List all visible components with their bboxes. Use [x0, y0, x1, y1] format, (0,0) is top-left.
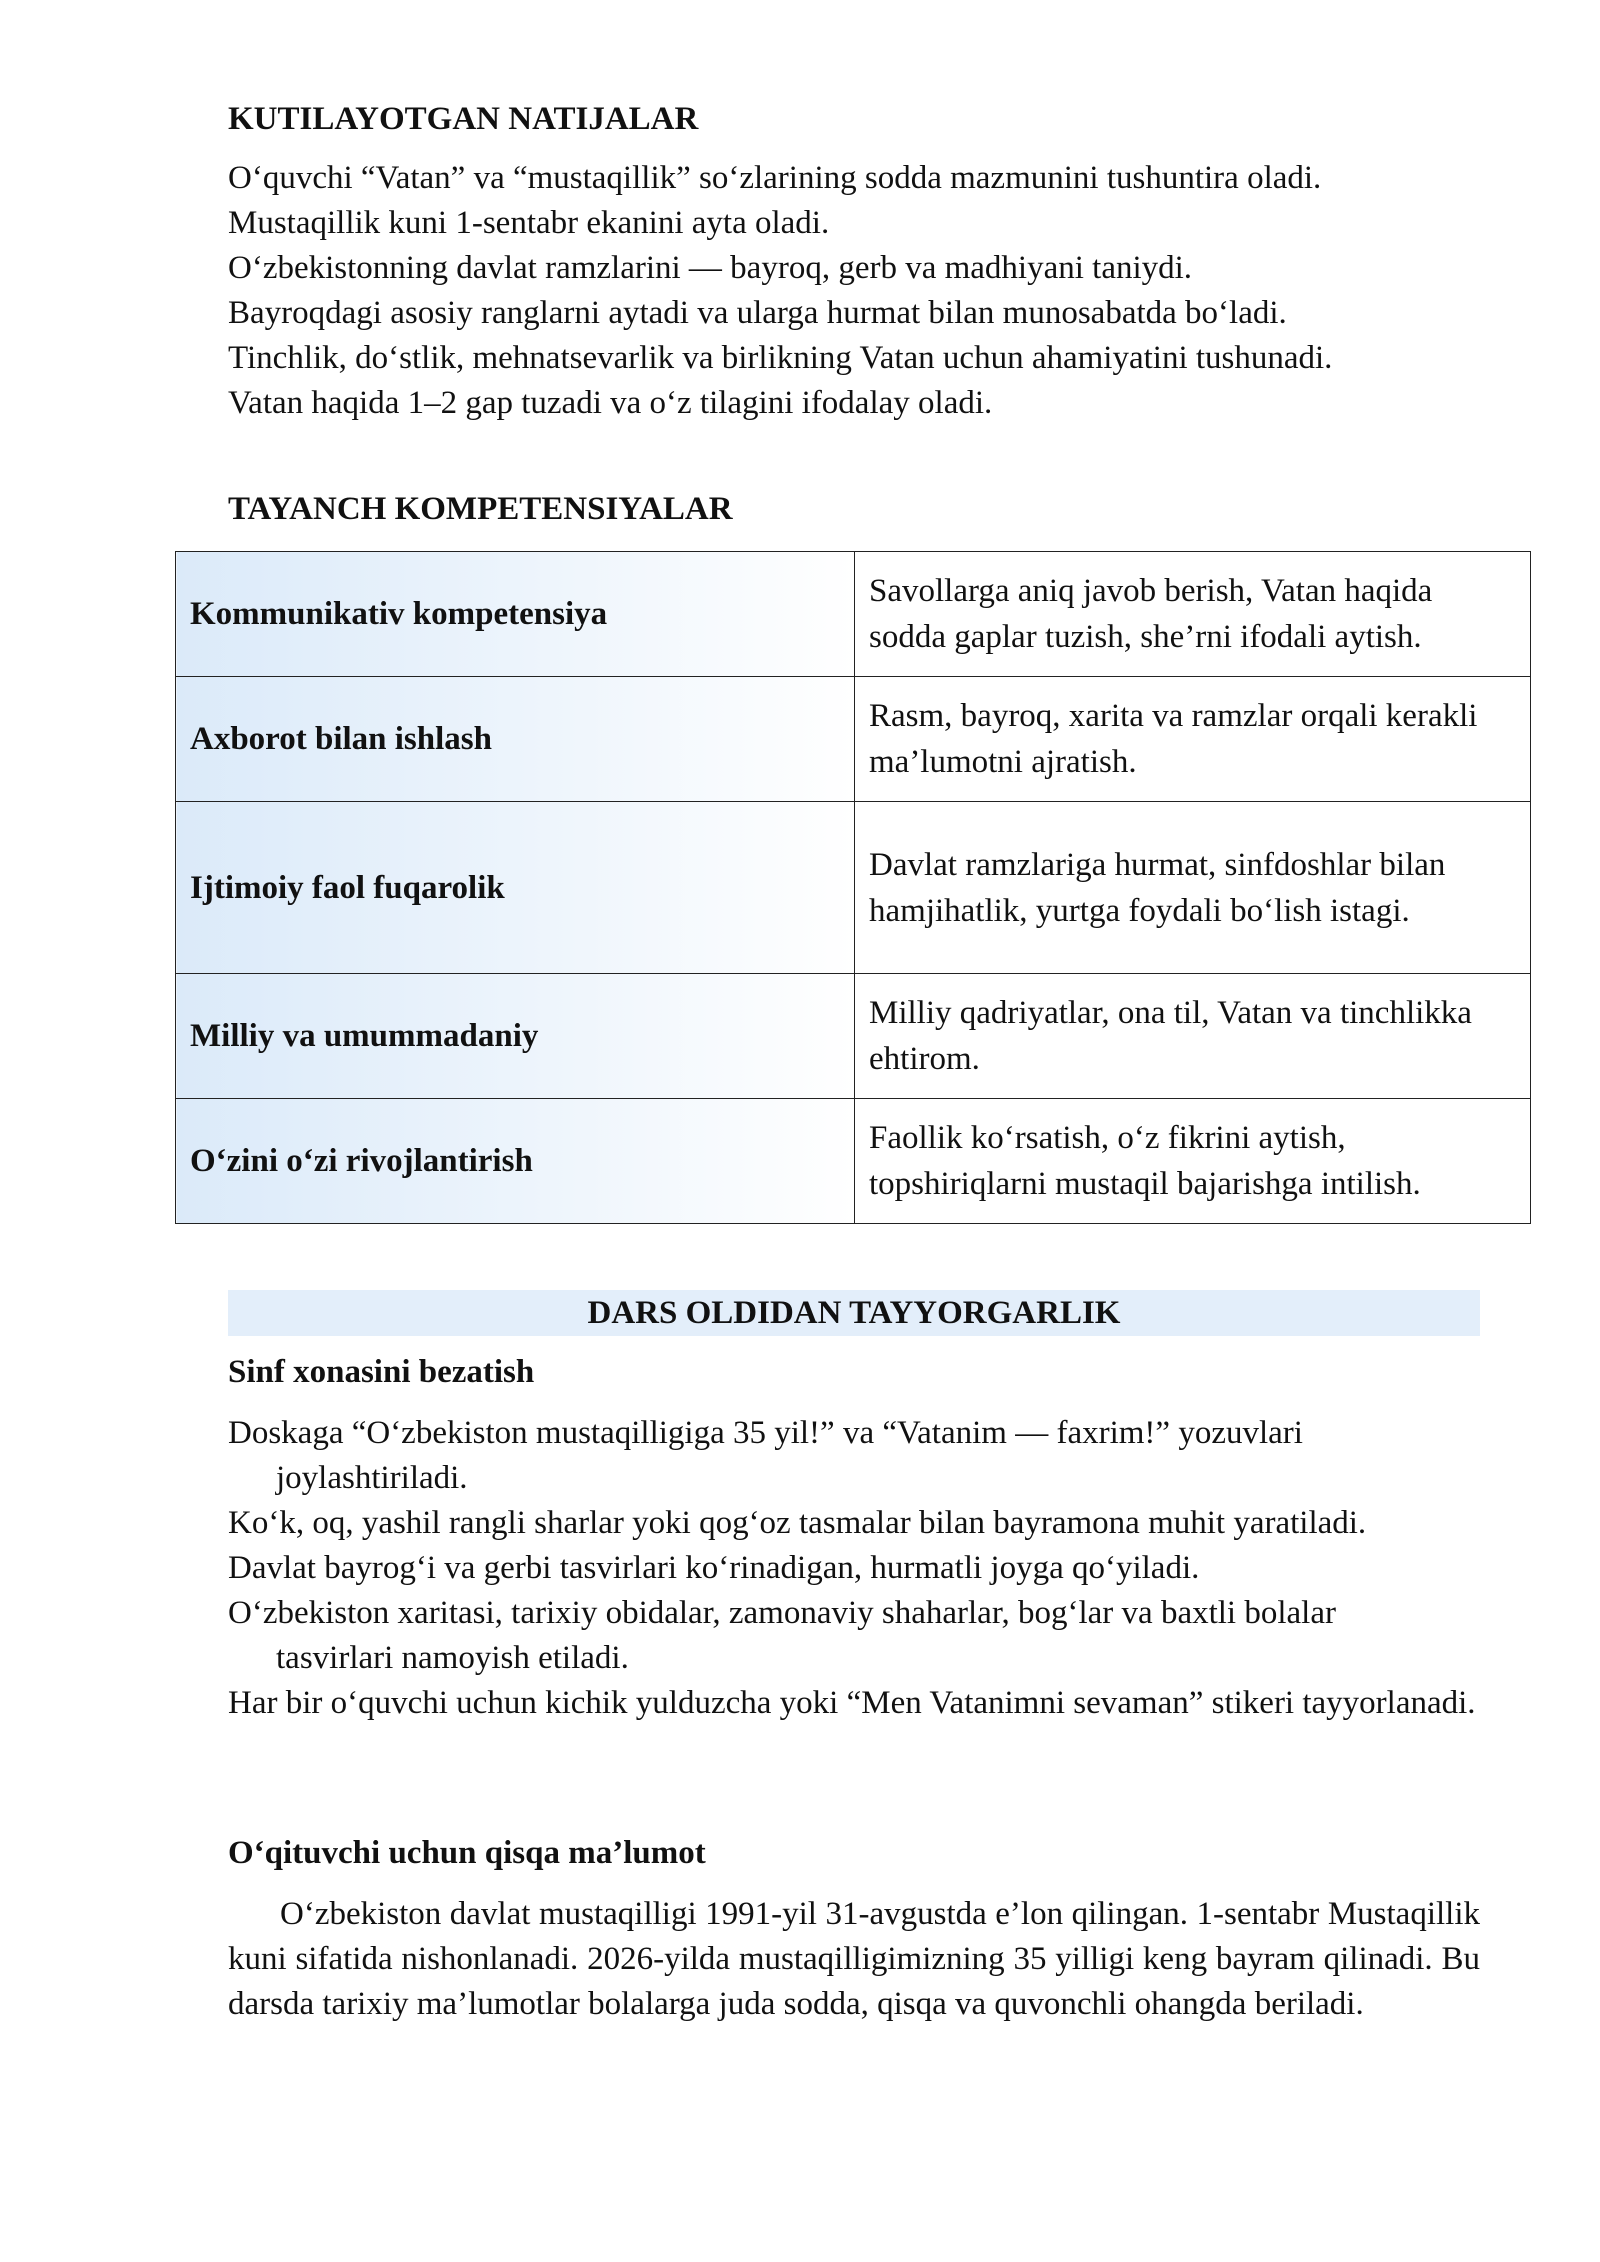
competency-description: Davlat ramzlariga hurmat, sinfdoshlar bilan hamjihatlik, yurtga foydali bo‘lish istagi. [855, 802, 1531, 974]
outcome-item: Mustaqillik kuni 1-sentabr ekanini ayta oladi. [228, 205, 830, 241]
teacher-info-text: O‘zbekiston davlat mustaqilligi 1991-yil 31-avgustda e’lon qilingan. 1-sentabr Mustaqillik kuni sifatida nishonlanadi. 2026-yilda mustaqilligimizning 35 yilligi keng bayram qilinadi. Bu darsda tarixiy ma’lumotlar bolalarga juda sodda, qisqa va quvonchli ohangda beriladi. [228, 1896, 1480, 2022]
preparation-item: Har bir o‘quvchi uchun kichik yulduzcha yoki “Men Vatanimni sevaman” stikeri tayyorlanadi. [228, 1685, 1476, 1721]
competency-description: Rasm, bayroq, xarita va ramzlar orqali kerakli ma’lumotni ajratish. [855, 677, 1531, 802]
preparation-item: Doskaga “O‘zbekiston mustaqilligiga 35 yil!” va “Vatanim — faxrim!” yozuvlari joylashtiriladi. [228, 1415, 1303, 1496]
competency-description: Faollik ko‘rsatish, o‘z fikrini aytish, topshiriqlarni mustaqil bajarishga intilish. [855, 1099, 1531, 1224]
preparation-item: Davlat bayrog‘i va gerbi tasvirlari ko‘rinadigan, hurmatli joyga qo‘yiladi. [228, 1550, 1200, 1586]
teacher-info-title: O‘qituvchi uchun qisqa ma’lumot [228, 1835, 706, 1871]
decoration-section [228, 1350, 1480, 1726]
competency-name: Axborot bilan ishlash [176, 677, 855, 802]
competency-description: Savollarga aniq javob berish, Vatan haqida sodda gaplar tuzish, she’rni ifodali aytish. [855, 552, 1531, 677]
competency-name: Ijtimoiy faol fuqarolik [176, 802, 855, 974]
outcome-item: O‘zbekistonning davlat ramzlarini — bayroq, gerb va madhiyani taniydi. [228, 250, 1193, 286]
competency-description: Milliy qadriyatlar, ona til, Vatan va tinchlikka ehtirom. [855, 974, 1531, 1099]
table-row [176, 552, 1531, 677]
preparation-item: Ko‘k, oq, yashil rangli sharlar yoki qog‘oz tasmalar bilan bayramona muhit yaratiladi. [228, 1505, 1367, 1541]
outcome-item: Vatan haqida 1–2 gap tuzadi va o‘z tilagini ifodalay oladi. [228, 385, 993, 421]
outcome-item: Bayroqdagi asosiy ranglarni aytadi va ularga hurmat bilan munosabatda bo‘ladi. [228, 295, 1287, 331]
teacher-info-section [228, 1831, 1480, 2027]
table-row [176, 1099, 1531, 1224]
outcomes-title: KUTILAYOTGAN NATIJALAR [228, 101, 699, 137]
preparation-banner: DARS OLDIDAN TAYYORGARLIK [228, 1290, 1480, 1336]
outcomes-list [228, 156, 1480, 426]
table-row [176, 677, 1531, 802]
competency-name: Milliy va umummadaniy [176, 974, 855, 1099]
outcomes-section [228, 97, 1480, 426]
competencies-title: TAYANCH KOMPETENSIYALAR [228, 491, 733, 527]
preparation-item: O‘zbekiston xaritasi, tarixiy obidalar, zamonaviy shaharlar, bog‘lar va baxtli bolalar tasvirlari namoyish etiladi. [228, 1595, 1336, 1676]
table-row [176, 802, 1531, 974]
decoration-title: Sinf xonasini bezatish [228, 1354, 535, 1390]
outcome-item: Tinchlik, do‘stlik, mehnatsevarlik va birlikning Vatan uchun ahamiyatini tushunadi. [228, 340, 1333, 376]
competencies-table [175, 551, 1531, 1224]
decoration-list [228, 1411, 1480, 1726]
outcome-item: O‘quvchi “Vatan” va “mustaqillik” so‘zlarining sodda mazmunini tushuntira oladi. [228, 160, 1322, 196]
competencies-section [228, 487, 1480, 532]
competency-name: O‘zini o‘zi rivojlantirish [176, 1099, 855, 1224]
competency-name: Kommunikativ kompetensiya [176, 552, 855, 677]
table-row [176, 974, 1531, 1099]
